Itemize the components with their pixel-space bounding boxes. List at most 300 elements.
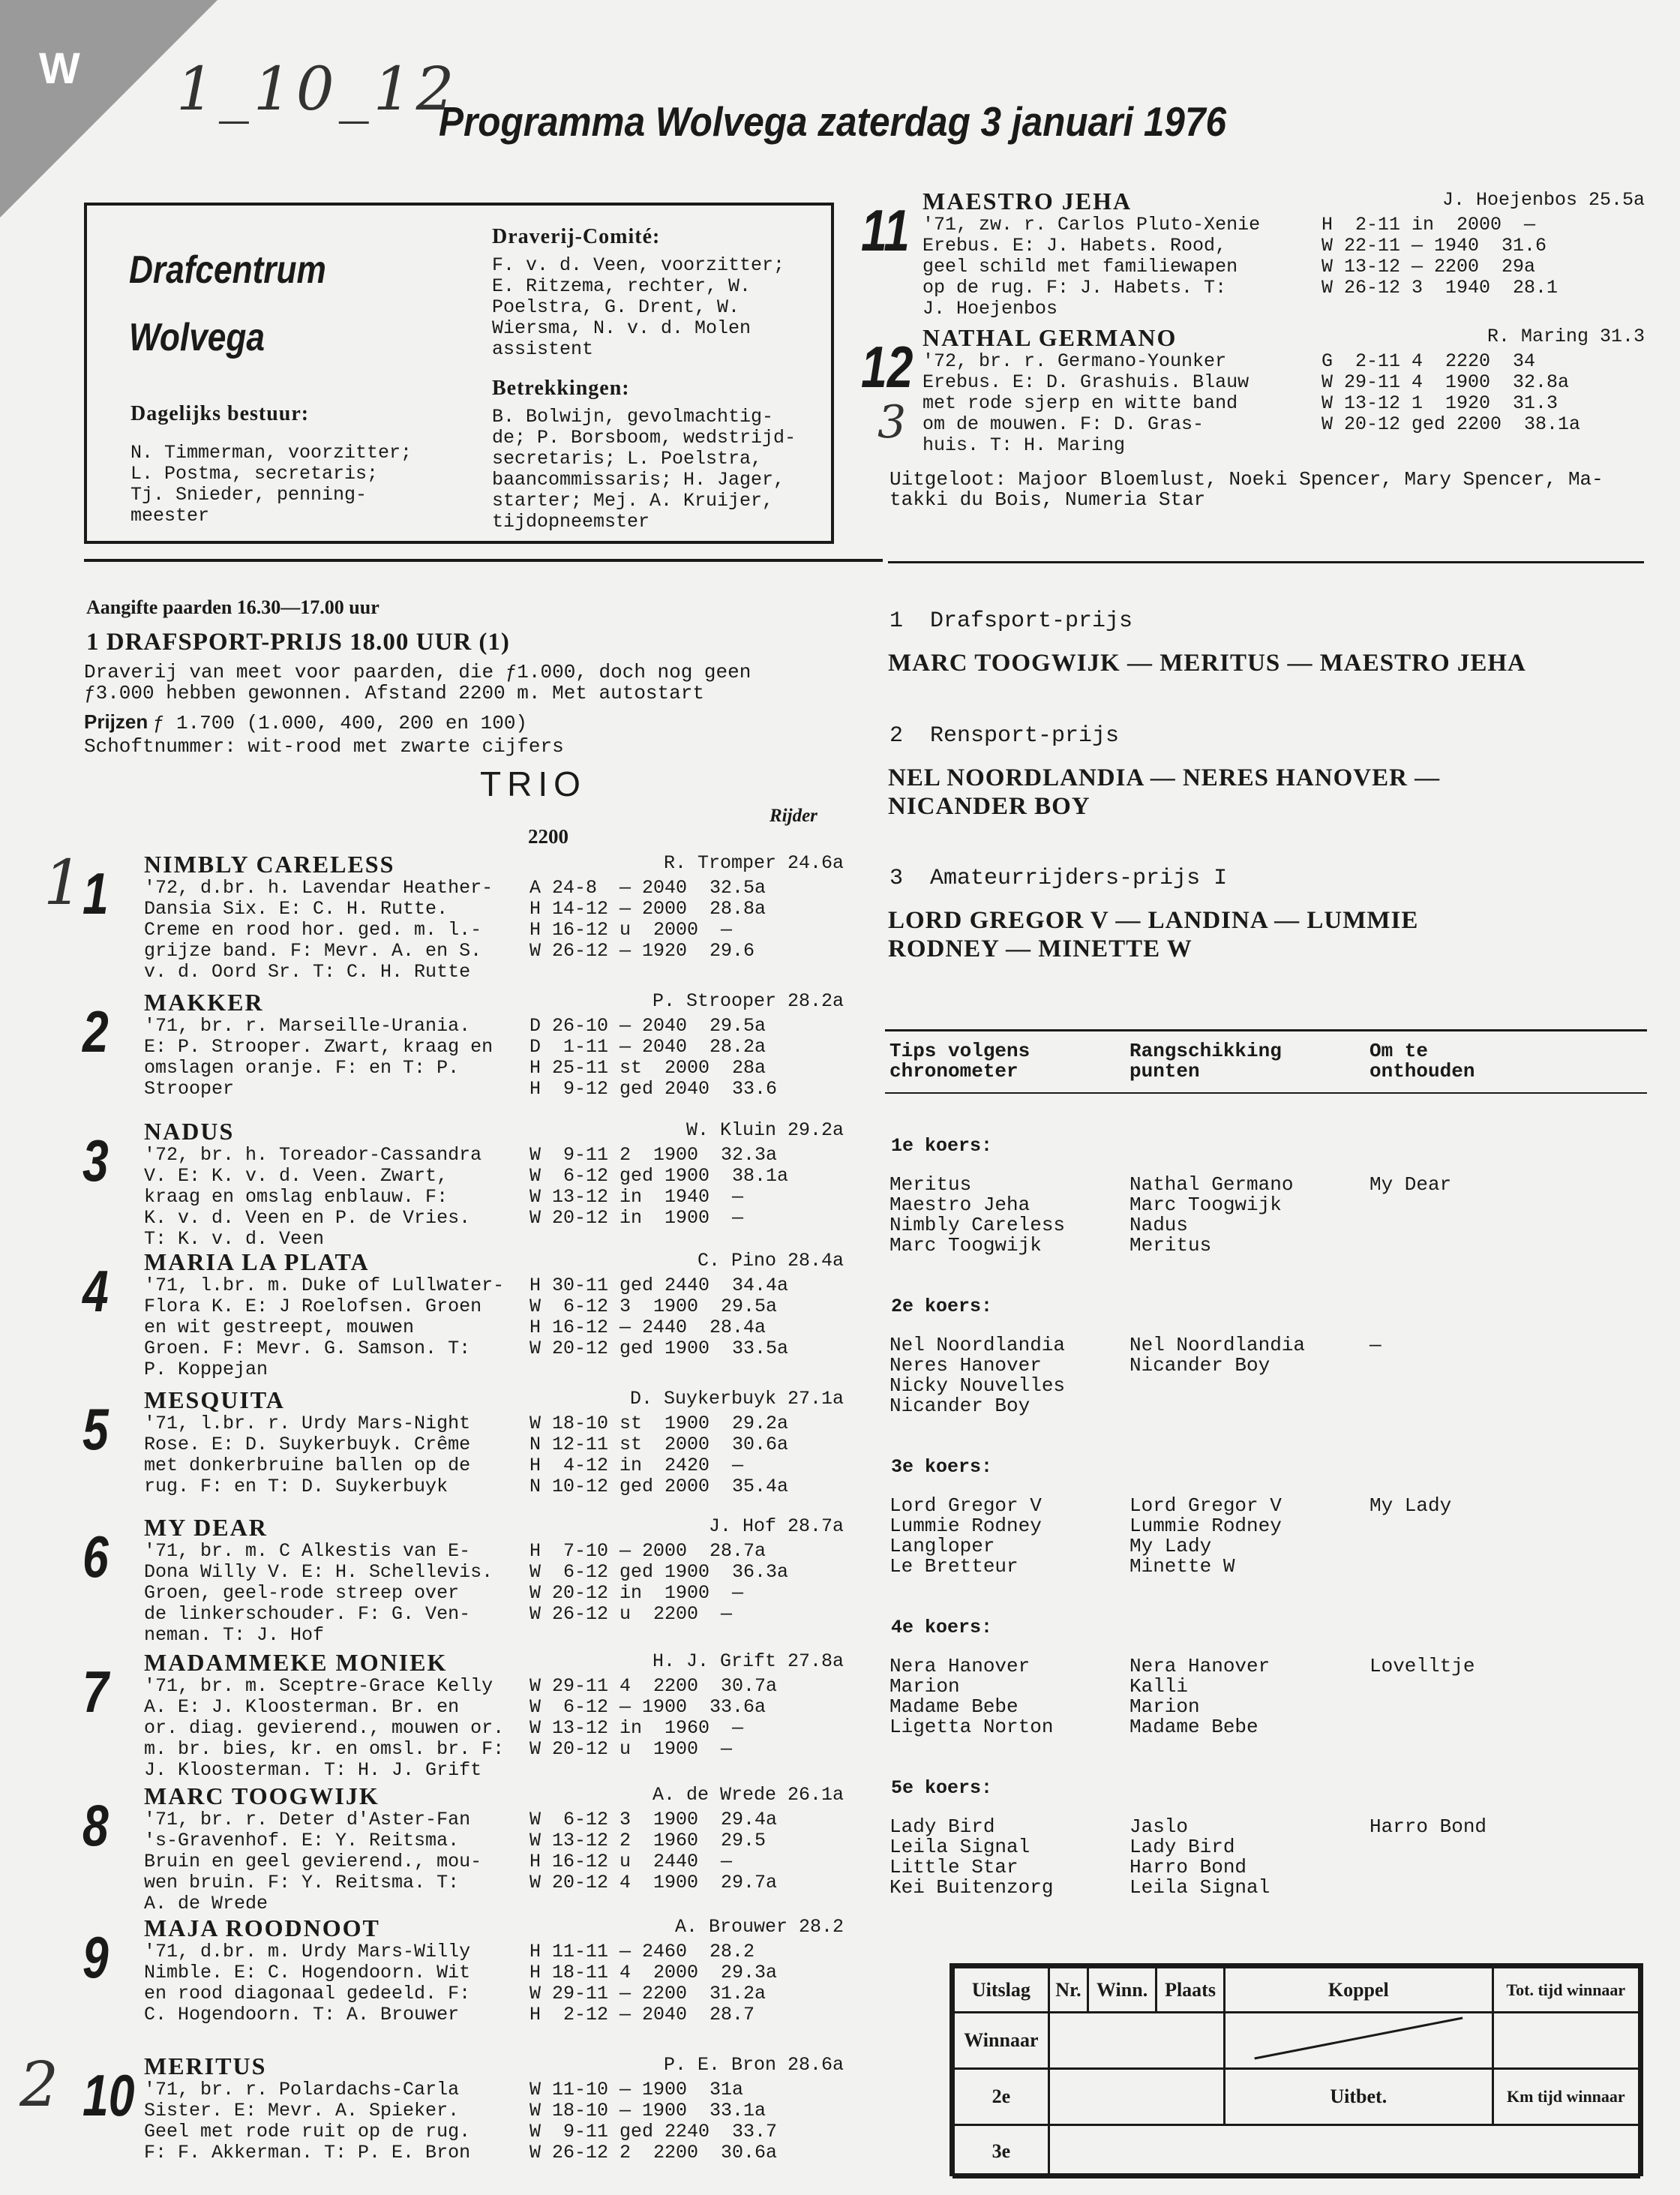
description-line: '71, br. r. Marseille-Urania. bbox=[144, 1015, 471, 1037]
tip-name: Minette W bbox=[1130, 1555, 1235, 1578]
betrekkingen-line: secretaris; L. Poelstra, bbox=[492, 448, 763, 470]
tip-name: Lummie Rodney bbox=[890, 1515, 1042, 1537]
race-entry bbox=[82, 1914, 844, 2046]
uitbet-label: Uitbet. bbox=[1224, 2069, 1492, 2125]
tip-name: Marion bbox=[1130, 1695, 1200, 1718]
description-line: op de rug. F: J. Habets. T: bbox=[922, 277, 1227, 299]
bestuur-line: meester bbox=[130, 505, 210, 527]
horse-description bbox=[144, 1676, 534, 1781]
description-line: A. E: J. Kloosterman. Br. en bbox=[144, 1696, 460, 1718]
rider-name: J. Hoejenbos 25.5a bbox=[1442, 189, 1645, 211]
tip-name: Lovelltje bbox=[1370, 1655, 1475, 1677]
org-name-line2: Wolvega bbox=[129, 316, 265, 359]
rider-name: A. Brouwer 28.2 bbox=[674, 1916, 844, 1938]
description-line: J. Hoejenbos bbox=[922, 298, 1058, 320]
rider-name: D. Suykerbuyk 27.1a bbox=[629, 1388, 844, 1410]
race-entry bbox=[82, 1649, 844, 1780]
race-entry bbox=[861, 324, 1645, 455]
description-line: Sister. E: Mevr. A. Spieker. bbox=[144, 2100, 460, 2121]
tips-col3 bbox=[1370, 1335, 1382, 1356]
entry-number: 11 bbox=[861, 197, 910, 263]
description-line: P. Koppejan bbox=[144, 1359, 268, 1380]
tip-name: Nel Noordlandia bbox=[1130, 1334, 1306, 1356]
description-line: Erebus. E: J. Habets. Rood, bbox=[922, 235, 1227, 257]
form-line: W 20-12 in 1900 — bbox=[530, 1582, 744, 1604]
race-prizes bbox=[84, 710, 527, 734]
form-line: W 20-12 ged 2200 38.1a bbox=[1322, 413, 1581, 435]
comite-line: E. Ritzema, rechter, W. bbox=[492, 275, 752, 297]
tip-name: Nicander Boy bbox=[1130, 1354, 1270, 1377]
form-line: H 25-11 st 2000 28a bbox=[530, 1057, 766, 1079]
tip-name: Nicky Nouvelles bbox=[890, 1374, 1066, 1397]
betrekkingen-line: baancommissaris; H. Jager, bbox=[492, 469, 785, 491]
description-line: F: F. Akkerman. T: P. E. Bron bbox=[144, 2142, 471, 2163]
description-line: omslagen oranje. F: en T: P. bbox=[144, 1057, 460, 1079]
tip-name: Neres Hanover bbox=[890, 1354, 1042, 1377]
tip-name: Marc Toogwijk bbox=[890, 1234, 1042, 1257]
race-entry bbox=[861, 188, 1645, 319]
horse-name: MAESTRO JEHA bbox=[922, 188, 1132, 215]
prizes-label: Prijzen bbox=[84, 710, 148, 733]
horse-name: MADAMMEKE MONIEK bbox=[144, 1649, 448, 1676]
tip-name: Le Bretteur bbox=[890, 1555, 1018, 1578]
description-line: grijze band. F: Mevr. A. en S. bbox=[144, 940, 482, 962]
description-line: '72, br. h. Toreador-Cassandra bbox=[144, 1144, 482, 1166]
description-line: J. Kloosterman. T: H. J. Grift bbox=[144, 1759, 482, 1781]
form-line: W 6-12 ged 1900 36.3a bbox=[530, 1561, 789, 1583]
description-line: Creme en rood hor. ged. m. l.- bbox=[144, 919, 482, 941]
tip-name: Jaslo bbox=[1130, 1815, 1189, 1838]
handwritten-mark: 1 bbox=[44, 848, 83, 919]
form-line: A 24-8 — 2040 32.5a bbox=[530, 877, 766, 899]
form-line: W 6-12 — 1900 33.6a bbox=[530, 1696, 766, 1718]
form-line: W 29-11 — 2200 31.2a bbox=[530, 1983, 766, 2004]
form-line: W 29-11 4 2200 30.7a bbox=[530, 1675, 778, 1697]
result-cell bbox=[1048, 2069, 1224, 2125]
entry-number: 4 bbox=[82, 1258, 109, 1324]
tip-name: Madame Bebe bbox=[1130, 1716, 1258, 1738]
description-line: '71, br. r. Polardachs-Carla bbox=[144, 2079, 460, 2100]
description-line: kraag en omslag enblauw. F: bbox=[144, 1186, 448, 1208]
result-cell bbox=[1048, 2013, 1224, 2069]
result-cell bbox=[1048, 2125, 1639, 2178]
condition-line: ƒ3.000 hebben gewonnen. Afstand 2200 m. Met autostart bbox=[84, 682, 704, 704]
description-line: Bruin en geel gevierend., mou- bbox=[144, 1851, 482, 1872]
comite-list bbox=[492, 255, 784, 360]
horse-name: MARIA LA PLATA bbox=[144, 1248, 370, 1275]
description-line: rug. F: en T: D. Suykerbuyk bbox=[144, 1476, 448, 1497]
tips-col3 bbox=[1370, 1496, 1451, 1516]
race-conditions bbox=[84, 662, 751, 704]
tips-col1 bbox=[890, 1656, 1053, 1737]
uitgeloot-text bbox=[890, 470, 1604, 510]
description-line: neman. T: J. Hof bbox=[144, 1624, 325, 1646]
pick-heading: 2 Rensport-prijs bbox=[890, 723, 1120, 749]
tip-name: Maestro Jeha bbox=[890, 1194, 1030, 1216]
form-line: W 26-12 3 1940 28.1 bbox=[1322, 277, 1558, 299]
form-line: W 26-12 — 1920 29.6 bbox=[530, 940, 755, 962]
koers-label: 4e koers: bbox=[891, 1617, 993, 1638]
entry-number: 6 bbox=[82, 1524, 109, 1590]
result-row-label: 2e bbox=[954, 2069, 1049, 2125]
form-line: H 11-11 — 2460 28.2 bbox=[530, 1941, 755, 1962]
form-line: N 12-11 st 2000 30.6a bbox=[530, 1434, 789, 1455]
koers-label: 3e koers: bbox=[891, 1456, 993, 1478]
tip-name: Lord Gregor V bbox=[890, 1494, 1042, 1517]
tip-name: Langloper bbox=[890, 1535, 995, 1557]
tip-name: Nimbly Careless bbox=[890, 1214, 1066, 1236]
form-lines bbox=[530, 1275, 788, 1359]
pick-line: NEL NOORDLANDIA — NERES HANOVER — bbox=[888, 764, 1441, 791]
form-line: H 4-12 in 2420 — bbox=[530, 1455, 744, 1476]
bestuur-list bbox=[130, 443, 412, 527]
entry-number: 12 bbox=[861, 334, 914, 400]
pick-heading: 3 Amateurrijders-prijs I bbox=[890, 866, 1228, 891]
form-line: W 20-12 4 1900 29.7a bbox=[530, 1872, 778, 1893]
tip-name: Nathal Germano bbox=[1130, 1173, 1294, 1196]
handwritten-mark: 3 bbox=[878, 396, 907, 449]
description-line: '72, br. r. Germano-Younker bbox=[922, 350, 1227, 372]
form-line: W 18-10 st 1900 29.2a bbox=[530, 1413, 789, 1434]
koers-label: 5e koers: bbox=[891, 1777, 993, 1799]
form-line: H 16-12 u 2440 — bbox=[530, 1851, 733, 1872]
result-row-label: 3e bbox=[954, 2125, 1049, 2178]
tips-col1 bbox=[890, 1817, 1053, 1898]
horse-description bbox=[922, 351, 1312, 456]
tip-name: Harro Bond bbox=[1130, 1856, 1247, 1878]
description-line: V. E: K. v. d. Veen. Zwart, bbox=[144, 1165, 448, 1187]
race-entry bbox=[82, 1782, 844, 1914]
form-line: W 29-11 4 1900 32.8a bbox=[1322, 371, 1570, 393]
result-header: Tot. tijd winnaar bbox=[1492, 1968, 1639, 2013]
handwritten-mark: 2 bbox=[20, 2049, 59, 2121]
description-line: en rood diagonaal gedeeld. F: bbox=[144, 1983, 471, 2004]
tip-name: Nadus bbox=[1130, 1214, 1189, 1236]
description-line: E: P. Strooper. Zwart, kraag en bbox=[144, 1036, 494, 1058]
tips-col1 bbox=[890, 1496, 1042, 1577]
result-header: Winn. bbox=[1088, 1968, 1156, 2013]
tip-name: Nera Hanover bbox=[1130, 1655, 1270, 1677]
tips-col2-header bbox=[1130, 1041, 1282, 1082]
horse-description bbox=[144, 1145, 534, 1250]
uitgeloot-line: Uitgeloot: Majoor Bloemlust, Noeki Spencer, Mary Spencer, Ma- bbox=[890, 468, 1604, 491]
tips-col3 bbox=[1370, 1817, 1486, 1837]
pick-line: NICANDER BOY bbox=[888, 793, 1090, 820]
description-line: '71, l.br. m. Duke of Lullwater- bbox=[144, 1275, 505, 1296]
form-line: D 26-10 — 2040 29.5a bbox=[530, 1015, 766, 1037]
race-entry bbox=[82, 1118, 844, 1249]
betrekkingen-line: B. Bolwijn, gevolmachtig- bbox=[492, 406, 774, 428]
entry-number: 7 bbox=[82, 1659, 109, 1725]
form-lines bbox=[530, 878, 766, 962]
bestuur-heading: Dagelijks bestuur: bbox=[130, 402, 310, 425]
divider bbox=[885, 1092, 1647, 1094]
tips-col1 bbox=[890, 1335, 1065, 1416]
corner-label: W bbox=[39, 44, 80, 93]
slash-mark-icon bbox=[1228, 2016, 1489, 2061]
form-line: H 7-10 — 2000 28.7a bbox=[530, 1540, 766, 1562]
horse-name: MESQUITA bbox=[144, 1386, 285, 1413]
form-lines bbox=[1322, 351, 1580, 435]
tip-name: Leila Signal bbox=[1130, 1876, 1270, 1899]
tip-name: Nel Noordlandia bbox=[890, 1334, 1066, 1356]
description-line: '71, br. m. Sceptre-Grace Kelly bbox=[144, 1675, 494, 1697]
form-line: W 26-12 u 2200 — bbox=[530, 1603, 733, 1625]
tips-header-line: chronometer bbox=[890, 1060, 1018, 1082]
rider-name: R. Maring 31.3 bbox=[1486, 326, 1645, 347]
tips-header-line: punten bbox=[1130, 1060, 1200, 1082]
result-cell bbox=[1492, 2013, 1639, 2069]
description-line: om de mouwen. F: D. Gras- bbox=[922, 413, 1204, 435]
form-line: W 22-11 — 1940 31.6 bbox=[1322, 235, 1547, 257]
distance-label: 2200 bbox=[528, 825, 568, 848]
form-line: W 13-12 in 1940 — bbox=[530, 1186, 744, 1208]
form-line: H 9-12 ged 2040 33.6 bbox=[530, 1078, 778, 1100]
pick-line: LORD GREGOR V — LANDINA — LUMMIE bbox=[888, 907, 1419, 934]
tips-col1 bbox=[890, 1175, 1065, 1256]
description-line: Groen, geel-rode streep over bbox=[144, 1582, 460, 1604]
tip-name: My Lady bbox=[1370, 1494, 1452, 1517]
horse-description bbox=[144, 1541, 534, 1646]
tips-col3 bbox=[1370, 1656, 1474, 1677]
entry-number: 5 bbox=[82, 1396, 109, 1462]
description-line: huis. T: H. Maring bbox=[922, 434, 1126, 456]
horse-name: MY DEAR bbox=[144, 1514, 268, 1541]
entry-number: 9 bbox=[82, 1924, 109, 1990]
form-line: W 20-12 in 1900 — bbox=[530, 1207, 744, 1229]
entry-number: 3 bbox=[82, 1128, 109, 1194]
form-line: W 6-12 3 1900 29.4a bbox=[530, 1809, 778, 1830]
horse-description bbox=[144, 1941, 534, 2025]
race-entry bbox=[82, 1248, 844, 1380]
tip-name: Ligetta Norton bbox=[890, 1716, 1054, 1738]
betrekkingen-line: starter; Mej. A. Kruijer, bbox=[492, 490, 774, 512]
tips-col2 bbox=[1130, 1496, 1282, 1577]
tip-name: Madame Bebe bbox=[890, 1695, 1018, 1718]
tip-name: — bbox=[1370, 1334, 1382, 1356]
aangifte-text: Aangifte paarden 16.30—17.00 uur bbox=[86, 596, 380, 618]
divider bbox=[885, 1029, 1647, 1031]
form-lines bbox=[530, 1145, 788, 1229]
rider-name: H. J. Grift 27.8a bbox=[652, 1650, 844, 1672]
form-lines bbox=[530, 2079, 777, 2163]
form-line: G 2-11 4 2220 34 bbox=[1322, 350, 1536, 372]
description-line: K. v. d. Veen en P. de Vries. bbox=[144, 1207, 471, 1229]
form-lines bbox=[530, 1541, 788, 1625]
tips-header-line: Tips volgens bbox=[890, 1040, 1030, 1062]
race-entry bbox=[82, 851, 844, 982]
org-name-line1: Drafcentrum bbox=[129, 248, 326, 292]
form-line: W 13-12 2 1960 29.5 bbox=[530, 1830, 766, 1851]
description-line: '72, d.br. h. Lavendar Heather- bbox=[144, 877, 494, 899]
entry-number: 8 bbox=[82, 1792, 109, 1858]
form-line: H 16-12 u 2000 — bbox=[530, 919, 733, 941]
rider-name: R. Tromper 24.6a bbox=[663, 852, 844, 874]
koers-label: 1e koers: bbox=[891, 1135, 993, 1157]
form-line: H 2-12 — 2040 28.7 bbox=[530, 2004, 755, 2025]
tip-name: Lady Bird bbox=[1130, 1836, 1235, 1858]
tip-name: Marion bbox=[890, 1675, 960, 1698]
tips-col3 bbox=[1370, 1175, 1451, 1195]
form-line: W 20-12 ged 1900 33.5a bbox=[530, 1338, 789, 1359]
form-line: D 1-11 — 2040 28.2a bbox=[530, 1036, 766, 1058]
form-line: N 10-12 ged 2000 35.4a bbox=[530, 1476, 789, 1497]
form-line: H 16-12 — 2440 28.4a bbox=[530, 1317, 766, 1338]
description-line: de linkerschouder. F: G. Ven- bbox=[144, 1603, 471, 1625]
tips-col2 bbox=[1130, 1335, 1305, 1376]
betrekkingen-heading: Betrekkingen: bbox=[492, 377, 630, 400]
form-line: W 13-12 1 1920 31.3 bbox=[1322, 392, 1558, 414]
horse-name: MAJA ROODNOOT bbox=[144, 1914, 380, 1941]
result-header: Nr. bbox=[1048, 1968, 1088, 2013]
description-line: Geel met rode ruit op de rug. bbox=[144, 2121, 471, 2142]
form-lines bbox=[530, 1016, 777, 1100]
form-line: W 11-10 — 1900 31a bbox=[530, 2079, 744, 2100]
betrekkingen-line: tijdopneemster bbox=[492, 511, 650, 533]
bestuur-line: Tj. Snieder, penning- bbox=[130, 484, 368, 506]
form-line: W 6-12 3 1900 29.5a bbox=[530, 1296, 778, 1317]
tips-col1-header bbox=[890, 1041, 1030, 1082]
race-entry bbox=[82, 1386, 844, 1518]
form-line: H 14-12 — 2000 28.8a bbox=[530, 898, 766, 920]
form-line: H 30-11 ged 2440 34.4a bbox=[530, 1275, 789, 1296]
description-line: v. d. Oord Sr. T: C. H. Rutte bbox=[144, 961, 471, 983]
description-line: met rode sjerp en witte band bbox=[922, 392, 1238, 414]
schoft-text: Schoftnummer: wit-rood met zwarte cijfers bbox=[84, 735, 564, 758]
handwritten-date: 1_10_12 bbox=[176, 54, 459, 124]
description-line: or. diag. gevierend., mouwen or. bbox=[144, 1717, 505, 1739]
description-line: Erebus. E: D. Grashuis. Blauw bbox=[922, 371, 1250, 393]
description-line: met donkerbruine ballen op de bbox=[144, 1455, 471, 1476]
description-line: 's-Gravenhof. E: Y. Reitsma. bbox=[144, 1830, 460, 1851]
form-line: W 9-11 2 1900 32.3a bbox=[530, 1144, 778, 1166]
description-line: en wit gestreept, mouwen bbox=[144, 1317, 415, 1338]
horse-description bbox=[144, 1016, 534, 1100]
tips-col3-header bbox=[1370, 1041, 1474, 1082]
form-line: W 6-12 ged 1900 38.1a bbox=[530, 1165, 789, 1187]
form-line: W 26-12 2 2200 30.6a bbox=[530, 2142, 778, 2163]
form-line: W 18-10 — 1900 33.1a bbox=[530, 2100, 766, 2121]
pick-line: MARC TOOGWIJK — MERITUS — MAESTRO JEHA bbox=[888, 650, 1526, 677]
form-line: H 18-11 4 2000 29.3a bbox=[530, 1962, 778, 1983]
trio-label: TRIO bbox=[480, 764, 586, 803]
description-line: Nimble. E: C. Hogendoorn. Wit bbox=[144, 1962, 471, 1983]
betrekkingen-list bbox=[492, 407, 796, 533]
tip-name: Lady Bird bbox=[890, 1815, 995, 1838]
tips-header-line: onthouden bbox=[1370, 1060, 1475, 1082]
tip-name: Kalli bbox=[1130, 1675, 1189, 1698]
description-line: Rose. E: D. Suykerbuyk. Crême bbox=[144, 1434, 471, 1455]
rider-name: J. Hof 28.7a bbox=[708, 1515, 844, 1537]
rider-name: P. E. Bron 28.6a bbox=[663, 2054, 844, 2076]
tips-header-line: Rangschikking bbox=[1130, 1040, 1282, 1062]
pick-heading: 1 Drafsport-prijs bbox=[890, 608, 1133, 634]
description-line: A. de Wrede bbox=[144, 1893, 268, 1914]
description-line: Dona Willy V. E: H. Schellevis. bbox=[144, 1561, 494, 1583]
horse-description bbox=[144, 1809, 534, 1914]
horse-name: MARC TOOGWIJK bbox=[144, 1782, 380, 1809]
divider bbox=[84, 559, 883, 562]
race-heading: 1 DRAFSPORT-PRIJS 18.00 UUR (1) bbox=[86, 629, 510, 656]
form-line: W 13-12 in 1960 — bbox=[530, 1717, 744, 1739]
description-line: '71, l.br. r. Urdy Mars-Night bbox=[144, 1413, 471, 1434]
result-header: Uitslag bbox=[954, 1968, 1049, 2013]
bestuur-line: N. Timmerman, voorzitter; bbox=[130, 442, 412, 464]
horse-description bbox=[144, 1275, 534, 1380]
tip-name: My Dear bbox=[1370, 1173, 1452, 1196]
race-entry bbox=[82, 2052, 844, 2184]
description-line: '71, br. r. Deter d'Aster-Fan bbox=[144, 1809, 471, 1830]
horse-description bbox=[144, 1413, 534, 1497]
tips-col2 bbox=[1130, 1175, 1293, 1256]
rider-name: P. Strooper 28.2a bbox=[652, 990, 844, 1012]
bestuur-line: L. Postma, secretaris; bbox=[130, 463, 379, 485]
comite-heading: Draverij-Comité: bbox=[492, 225, 661, 248]
tip-name: My Lady bbox=[1130, 1535, 1212, 1557]
page-title: Programma Wolvega zaterdag 3 januari 1976 bbox=[439, 98, 1227, 145]
rider-name: A. de Wrede 26.1a bbox=[652, 1784, 844, 1806]
description-line: T: K. v. d. Veen bbox=[144, 1228, 325, 1250]
entry-number: 10 bbox=[82, 2062, 135, 2128]
horse-description bbox=[144, 878, 534, 983]
tip-name: Leila Signal bbox=[890, 1836, 1030, 1858]
tip-name: Little Star bbox=[890, 1856, 1018, 1878]
tip-name: Meritus bbox=[890, 1173, 972, 1196]
comite-line: F. v. d. Veen, voorzitter; bbox=[492, 254, 785, 276]
form-lines bbox=[530, 1941, 777, 2025]
rider-name: W. Kluin 29.2a bbox=[686, 1119, 844, 1141]
tips-col2 bbox=[1130, 1656, 1270, 1737]
divider bbox=[888, 561, 1644, 563]
tips-col2 bbox=[1130, 1817, 1270, 1898]
comite-line: assistent bbox=[492, 338, 594, 360]
horse-name: NIMBLY CARELESS bbox=[144, 851, 395, 878]
race-entry bbox=[82, 1514, 844, 1645]
horse-name: NADUS bbox=[144, 1118, 235, 1145]
form-line: W 20-12 u 1900 — bbox=[530, 1738, 733, 1760]
form-line: W 9-11 ged 2240 33.7 bbox=[530, 2121, 778, 2142]
km-tijd-label: Km tijd winnaar bbox=[1492, 2069, 1639, 2125]
comite-line: Wiersma, N. v. d. Molen bbox=[492, 317, 752, 339]
tip-name: Marc Toogwijk bbox=[1130, 1194, 1282, 1216]
koers-label: 2e koers: bbox=[891, 1296, 993, 1317]
tip-name: Nera Hanover bbox=[890, 1655, 1030, 1677]
result-header: Plaats bbox=[1156, 1968, 1225, 2013]
tip-name: Lummie Rodney bbox=[1130, 1515, 1282, 1537]
tip-name: Kei Buitenzorg bbox=[890, 1876, 1054, 1899]
form-lines bbox=[1322, 215, 1558, 299]
form-line: H 2-11 in 2000 — bbox=[1322, 214, 1536, 236]
horse-description bbox=[144, 2079, 534, 2163]
comite-line: Poelstra, G. Drent, W. bbox=[492, 296, 740, 318]
form-lines bbox=[530, 1413, 788, 1497]
result-table bbox=[950, 1963, 1643, 2176]
description-line: Strooper bbox=[144, 1078, 235, 1100]
form-lines bbox=[530, 1676, 777, 1760]
tip-name: Meritus bbox=[1130, 1234, 1212, 1257]
pick-line: RODNEY — MINETTE W bbox=[888, 935, 1192, 962]
form-line: W 13-12 — 2200 29a bbox=[1322, 256, 1536, 278]
tips-header-line: Om te bbox=[1370, 1040, 1429, 1062]
prizes-value: ƒ 1.700 (1.000, 400, 200 en 100) bbox=[152, 712, 528, 734]
result-row-label: Winnaar bbox=[954, 2013, 1049, 2069]
rider-name: C. Pino 28.4a bbox=[697, 1250, 844, 1272]
description-line: Dansia Six. E: C. H. Rutte. bbox=[144, 898, 448, 920]
description-line: C. Hogendoorn. T: A. Brouwer bbox=[144, 2004, 460, 2025]
condition-line: Draverij van meet voor paarden, die ƒ1.000, doch nog geen bbox=[84, 661, 752, 683]
form-lines bbox=[530, 1809, 777, 1893]
race-entry bbox=[82, 989, 844, 1120]
